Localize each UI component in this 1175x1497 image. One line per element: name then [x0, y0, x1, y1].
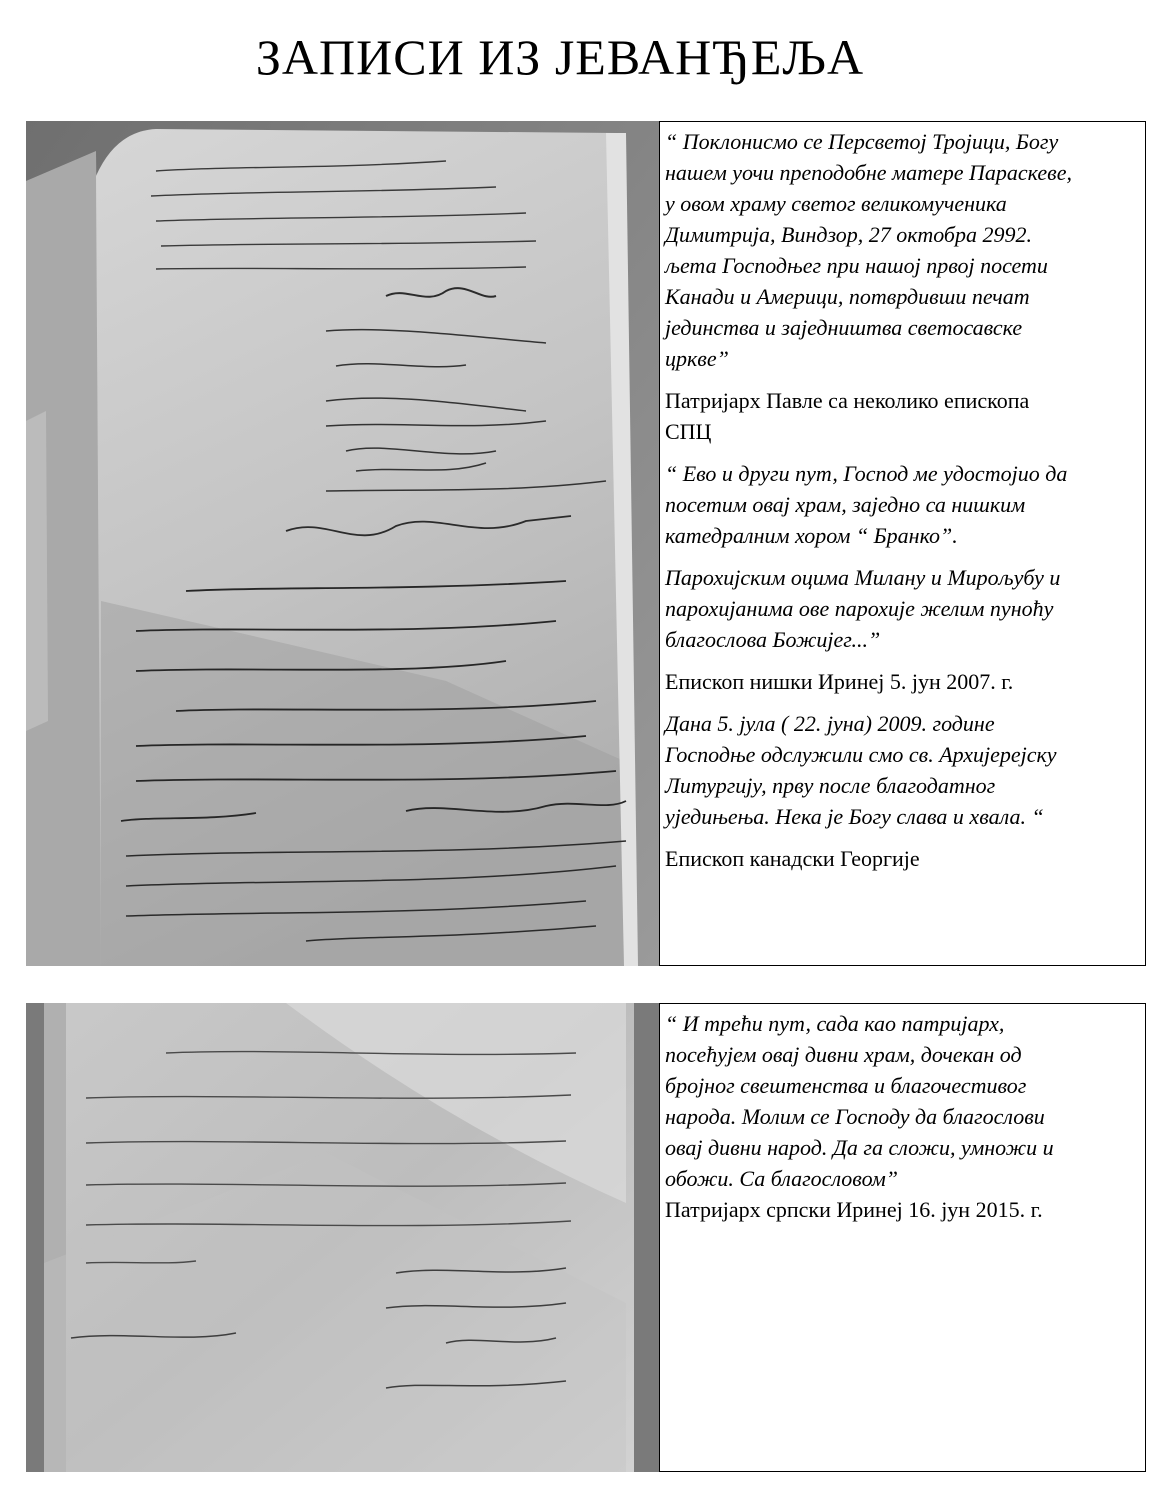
signature-line: Патријарх Павле са неколико епископа СПЦ — [665, 388, 1030, 444]
transcription-paragraph: “ Поклонисмо се Персветој Тројици, Богу нашем уочи преподобне матере Параскеве, у овом храму светог великомученика Димитрија, Виндзор, 27 октобра 2992. љета Господњег при нашој првој посети Канади и Америци, потврдивши печат јединства и заједништва светосавске цркве” — [665, 129, 1072, 371]
page-title: ЗАПИСИ ИЗ ЈЕВАНЂЕЉА — [255, 29, 865, 85]
transcription-paragraph: “ И трећи пут, сада као патријарх, посећујем овај дивни храм, дочекан од бројног свештенства и благочестивог народа. Молим се Господу да благослови овај дивни народ. Да га сложи, умножи и обожи. Са благословом” — [665, 1011, 1054, 1191]
transcription-box-bottom — [659, 1003, 1146, 1472]
transcription-paragraph: Дана 5. јула ( 22. јуна) 2009. године Господње одслужили смо св. Архијерејску Литургију, прву после благодатног уједињења. Нека је Богу слава и хвала. “ — [665, 711, 1057, 829]
guestbook-photo-top — [26, 121, 659, 966]
guestbook-photo-bottom — [26, 1003, 659, 1472]
signature-line: Патријарх српски Иринеј 16. јун 2015. г. — [665, 1197, 1043, 1222]
signature-line: Епископ канадски Георгије — [665, 846, 920, 871]
transcription-paragraph: Парохијским оцима Милану и Мирољубу и парохијанима ове парохије желим пуноћу благослова Божијег...” — [665, 565, 1061, 652]
transcription-box-top — [659, 121, 1146, 966]
transcription-paragraph: “ Ево и други пут, Господ ме удостојио да посетим овај храм, заједно са нишким катедралним хором “ Бранко”. — [665, 461, 1068, 548]
signature-line: Епископ нишки Иринеј 5. јун 2007. г. — [665, 669, 1014, 694]
